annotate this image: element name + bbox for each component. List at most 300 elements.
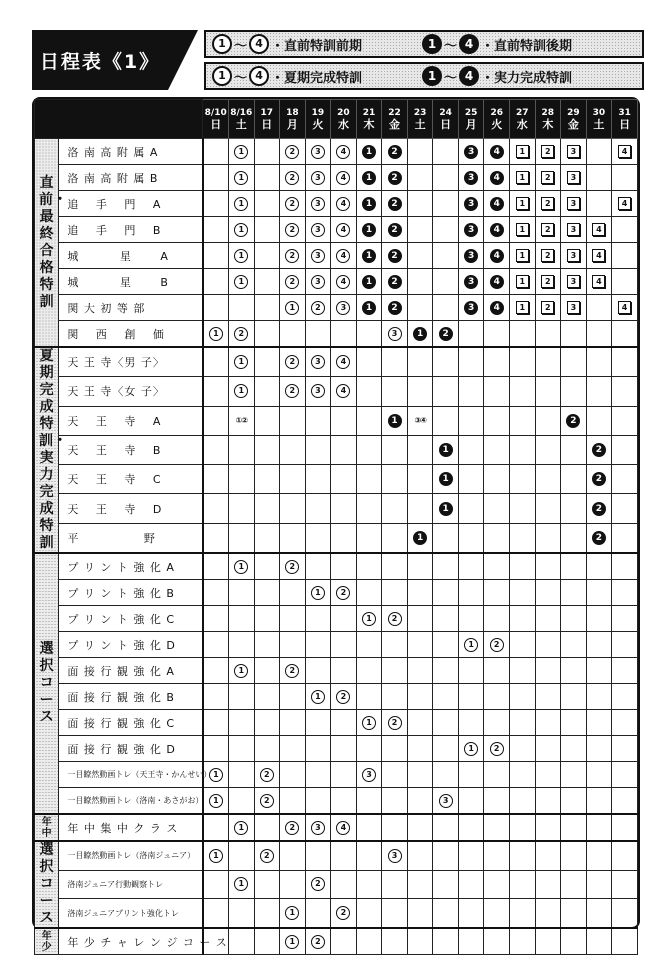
schedule-cell bbox=[433, 523, 459, 553]
schedule-cell bbox=[612, 435, 638, 464]
schedule-cell bbox=[561, 553, 587, 580]
schedule-cell bbox=[356, 762, 382, 788]
schedule-cell bbox=[561, 435, 587, 464]
schedule-cell bbox=[254, 658, 280, 684]
schedule-cell bbox=[331, 710, 357, 736]
session-mark: 1 bbox=[362, 301, 376, 315]
schedule-cell bbox=[433, 870, 459, 899]
section-label-text: 選択コース bbox=[39, 641, 54, 725]
schedule-cell bbox=[484, 841, 510, 870]
session-mark: 4 bbox=[336, 249, 350, 263]
schedule-cell bbox=[612, 295, 638, 321]
schedule-cell bbox=[484, 736, 510, 762]
session-mark: 4 bbox=[592, 275, 605, 288]
schedule-cell bbox=[203, 269, 229, 295]
schedule-cell bbox=[535, 295, 561, 321]
schedule-cell bbox=[561, 406, 587, 435]
schedule-cell bbox=[535, 899, 561, 928]
schedule-cell bbox=[433, 788, 459, 815]
schedule-cell bbox=[586, 217, 612, 243]
schedule-cell bbox=[356, 841, 382, 870]
schedule-cell bbox=[458, 295, 484, 321]
schedule-cell bbox=[433, 841, 459, 870]
schedule-cell bbox=[382, 347, 408, 377]
date-weekday: 水 bbox=[516, 118, 528, 131]
schedule-cell bbox=[433, 553, 459, 580]
section-label-text: 年少 bbox=[41, 930, 52, 953]
course-name: 追 手 門 B bbox=[59, 217, 203, 243]
schedule-cell bbox=[254, 435, 280, 464]
schedule-cell bbox=[458, 553, 484, 580]
date-header bbox=[612, 100, 638, 139]
schedule-cell bbox=[535, 465, 561, 494]
schedule-cell bbox=[228, 899, 254, 928]
date-weekday: 金 bbox=[389, 118, 401, 131]
schedule-cell bbox=[331, 580, 357, 606]
schedule-cell bbox=[458, 928, 484, 955]
schedule-cell bbox=[305, 580, 331, 606]
session-mark: 4 bbox=[336, 275, 350, 289]
session-mark: 3 bbox=[311, 275, 325, 289]
schedule-cell bbox=[458, 269, 484, 295]
schedule-cell bbox=[561, 788, 587, 815]
schedule-cell bbox=[433, 377, 459, 406]
schedule-cell bbox=[356, 580, 382, 606]
schedule-table bbox=[32, 97, 640, 953]
schedule-cell bbox=[407, 377, 433, 406]
date-day: 30 bbox=[592, 108, 606, 118]
schedule-cell bbox=[280, 762, 306, 788]
date-day: 21 bbox=[362, 108, 376, 118]
session-mark: 3 bbox=[567, 197, 580, 210]
session-mark: 3 bbox=[311, 197, 325, 211]
schedule-cell bbox=[331, 788, 357, 815]
schedule-cell bbox=[305, 632, 331, 658]
schedule-cell bbox=[458, 632, 484, 658]
schedule-cell bbox=[458, 377, 484, 406]
schedule-cell bbox=[458, 494, 484, 523]
schedule-cell bbox=[407, 553, 433, 580]
schedule-cell bbox=[561, 658, 587, 684]
schedule-cell bbox=[280, 406, 306, 435]
schedule-cell bbox=[612, 494, 638, 523]
section-label-text: 選択コース bbox=[39, 842, 54, 926]
date-header bbox=[510, 100, 536, 139]
schedule-cell bbox=[586, 814, 612, 841]
section-label bbox=[35, 814, 59, 841]
schedule-row bbox=[35, 684, 638, 710]
schedule-cell bbox=[433, 406, 459, 435]
schedule-cell bbox=[433, 710, 459, 736]
schedule-cell bbox=[561, 841, 587, 870]
schedule-cell bbox=[458, 580, 484, 606]
session-mark: 4 bbox=[336, 145, 350, 159]
schedule-cell bbox=[280, 899, 306, 928]
session-mark: 1 bbox=[439, 472, 453, 486]
schedule-cell bbox=[458, 165, 484, 191]
section-label-text: 年中 bbox=[41, 816, 52, 839]
schedule-cell bbox=[228, 377, 254, 406]
schedule-cell bbox=[254, 899, 280, 928]
schedule-cell bbox=[228, 523, 254, 553]
schedule-cell bbox=[305, 191, 331, 217]
schedule-cell bbox=[280, 295, 306, 321]
schedule-cell bbox=[510, 928, 536, 955]
title-notch bbox=[168, 30, 198, 90]
schedule-cell bbox=[228, 710, 254, 736]
schedule-cell bbox=[331, 347, 357, 377]
course-name: 年 少 チ ャ レ ン ジ コ ー ス bbox=[59, 928, 203, 955]
schedule-cell bbox=[331, 523, 357, 553]
schedule-cell bbox=[280, 928, 306, 955]
course-name: 天 王 寺 B bbox=[59, 435, 203, 464]
schedule-cell bbox=[407, 465, 433, 494]
schedule-cell bbox=[356, 814, 382, 841]
schedule-cell bbox=[510, 710, 536, 736]
schedule-cell bbox=[586, 523, 612, 553]
schedule-cell bbox=[612, 870, 638, 899]
schedule-cell bbox=[228, 606, 254, 632]
date-header bbox=[586, 100, 612, 139]
schedule-cell bbox=[458, 347, 484, 377]
date-weekday: 木 bbox=[363, 118, 375, 131]
schedule-cell bbox=[561, 494, 587, 523]
schedule-cell bbox=[280, 684, 306, 710]
session-mark: 1 bbox=[234, 384, 248, 398]
schedule-cell bbox=[510, 465, 536, 494]
session-mark: 4 bbox=[490, 197, 504, 211]
schedule-cell bbox=[612, 580, 638, 606]
schedule-cell bbox=[433, 347, 459, 377]
schedule-cell bbox=[331, 465, 357, 494]
schedule-cell bbox=[228, 435, 254, 464]
schedule-cell bbox=[484, 762, 510, 788]
date-weekday: 火 bbox=[491, 118, 503, 131]
schedule-cell bbox=[561, 736, 587, 762]
schedule-cell bbox=[305, 269, 331, 295]
date-day: 17 bbox=[260, 108, 274, 118]
schedule-cell bbox=[407, 841, 433, 870]
course-name: 天 王 寺 D bbox=[59, 494, 203, 523]
session-mark: 1 bbox=[516, 275, 529, 288]
schedule-cell bbox=[280, 139, 306, 165]
course-name: 洛 南 高 附 属 A bbox=[59, 139, 203, 165]
schedule-cell bbox=[484, 406, 510, 435]
date-header bbox=[305, 100, 331, 139]
session-mark: 3 bbox=[439, 794, 453, 808]
schedule-cell bbox=[510, 899, 536, 928]
schedule-cell bbox=[458, 762, 484, 788]
session-mark: 2 bbox=[285, 223, 299, 237]
schedule-cell bbox=[484, 377, 510, 406]
schedule-row bbox=[35, 165, 638, 191]
session-mark: 3 bbox=[567, 171, 580, 184]
schedule-cell bbox=[382, 899, 408, 928]
schedule-cell bbox=[586, 606, 612, 632]
schedule-cell bbox=[203, 191, 229, 217]
schedule-cell bbox=[382, 788, 408, 815]
session-mark: 2 bbox=[285, 145, 299, 159]
schedule-cell bbox=[280, 165, 306, 191]
schedule-cell bbox=[458, 870, 484, 899]
schedule-cell bbox=[433, 494, 459, 523]
schedule-cell bbox=[356, 494, 382, 523]
schedule-cell bbox=[356, 139, 382, 165]
schedule-cell bbox=[561, 580, 587, 606]
schedule-cell bbox=[586, 899, 612, 928]
schedule-cell bbox=[561, 347, 587, 377]
schedule-cell bbox=[535, 347, 561, 377]
schedule-cell bbox=[228, 321, 254, 348]
schedule-cell bbox=[484, 788, 510, 815]
session-mark: 3 bbox=[311, 384, 325, 398]
session-mark: 2 bbox=[285, 171, 299, 185]
schedule-cell bbox=[484, 870, 510, 899]
section-label bbox=[35, 841, 59, 928]
course-name: 平 野 bbox=[59, 523, 203, 553]
schedule-cell bbox=[280, 870, 306, 899]
schedule-cell bbox=[331, 165, 357, 191]
session-mark: 2 bbox=[541, 301, 554, 314]
course-name: 面 接 行 観 強 化 D bbox=[59, 736, 203, 762]
session-mark: 2 bbox=[336, 690, 350, 704]
schedule-row bbox=[35, 870, 638, 899]
schedule-cell bbox=[305, 347, 331, 377]
schedule-cell bbox=[331, 658, 357, 684]
date-weekday: 火 bbox=[312, 118, 324, 131]
schedule-cell bbox=[535, 928, 561, 955]
schedule-cell bbox=[407, 191, 433, 217]
session-mark: 2 bbox=[592, 531, 606, 545]
course-name: 天 王 寺 A bbox=[59, 406, 203, 435]
schedule-cell bbox=[382, 465, 408, 494]
schedule-cell bbox=[254, 494, 280, 523]
session-mark: 2 bbox=[336, 906, 350, 920]
schedule-cell bbox=[612, 139, 638, 165]
schedule-cell bbox=[254, 217, 280, 243]
schedule-cell bbox=[305, 553, 331, 580]
legend-item-pre-early: 1 ～ 4 ・ 直前特訓前期 bbox=[206, 34, 420, 54]
session-mark: 4 bbox=[336, 384, 350, 398]
session-mark: 4 bbox=[618, 145, 631, 158]
schedule-cell bbox=[510, 191, 536, 217]
schedule-cell bbox=[356, 377, 382, 406]
session-mark: 4 bbox=[618, 301, 631, 314]
schedule-cell bbox=[305, 788, 331, 815]
date-weekday: 日 bbox=[440, 118, 452, 131]
session-mark: 4 bbox=[592, 223, 605, 236]
schedule-cell bbox=[280, 788, 306, 815]
session-mark: 2 bbox=[285, 249, 299, 263]
schedule-cell bbox=[382, 406, 408, 435]
schedule-cell bbox=[203, 347, 229, 377]
schedule-cell bbox=[586, 762, 612, 788]
schedule-cell bbox=[228, 736, 254, 762]
schedule-cell bbox=[203, 632, 229, 658]
session-mark: 4 bbox=[592, 249, 605, 262]
date-header bbox=[331, 100, 357, 139]
schedule-cell bbox=[586, 658, 612, 684]
schedule-cell bbox=[280, 321, 306, 348]
schedule-cell bbox=[535, 494, 561, 523]
schedule-cell bbox=[254, 321, 280, 348]
course-name: 一目瞭然動画トレ（天王寺・かんせい） bbox=[59, 762, 203, 788]
schedule-cell bbox=[280, 841, 306, 870]
schedule-cell bbox=[228, 553, 254, 580]
schedule-cell bbox=[484, 165, 510, 191]
schedule-cell bbox=[382, 165, 408, 191]
session-mark: 2 bbox=[566, 414, 580, 428]
schedule-cell bbox=[510, 243, 536, 269]
session-mark: 4 bbox=[490, 249, 504, 263]
schedule-cell bbox=[382, 606, 408, 632]
schedule-cell bbox=[382, 684, 408, 710]
schedule-cell bbox=[407, 347, 433, 377]
schedule-cell bbox=[510, 217, 536, 243]
schedule-cell bbox=[433, 814, 459, 841]
schedule-cell bbox=[612, 553, 638, 580]
schedule-cell bbox=[228, 217, 254, 243]
schedule-cell bbox=[561, 684, 587, 710]
schedule-cell bbox=[586, 165, 612, 191]
schedule-cell bbox=[510, 553, 536, 580]
schedule-cell bbox=[586, 841, 612, 870]
schedule-cell bbox=[228, 243, 254, 269]
schedule-cell bbox=[586, 736, 612, 762]
schedule-cell bbox=[484, 295, 510, 321]
schedule-cell bbox=[561, 377, 587, 406]
session-mark: 1 bbox=[234, 355, 248, 369]
schedule-cell bbox=[586, 191, 612, 217]
schedule-cell bbox=[612, 191, 638, 217]
schedule-row bbox=[35, 632, 638, 658]
section-label bbox=[35, 553, 59, 814]
schedule-cell bbox=[433, 295, 459, 321]
session-mark: 2 bbox=[234, 327, 248, 341]
schedule-cell bbox=[535, 217, 561, 243]
date-weekday: 水 bbox=[337, 118, 349, 131]
schedule-cell bbox=[561, 217, 587, 243]
date-day: 24 bbox=[439, 108, 452, 118]
schedule-cell bbox=[586, 632, 612, 658]
schedule-cell bbox=[305, 435, 331, 464]
schedule-cell bbox=[561, 523, 587, 553]
schedule-cell bbox=[382, 814, 408, 841]
schedule-cell bbox=[356, 243, 382, 269]
schedule-cell bbox=[203, 788, 229, 815]
session-mark: 2 bbox=[311, 935, 325, 949]
session-mark: 2 bbox=[388, 301, 402, 315]
schedule-cell bbox=[228, 269, 254, 295]
schedule-cell bbox=[382, 632, 408, 658]
schedule-cell bbox=[407, 269, 433, 295]
schedule-cell bbox=[280, 435, 306, 464]
course-name: プ リ ン ト 強 化 A bbox=[59, 553, 203, 580]
schedule-cell bbox=[382, 321, 408, 348]
session-mark: 1 bbox=[439, 443, 453, 457]
schedule-cell bbox=[586, 928, 612, 955]
schedule-cell bbox=[510, 494, 536, 523]
schedule-cell bbox=[612, 347, 638, 377]
session-mark: 1 bbox=[516, 171, 529, 184]
schedule-cell bbox=[382, 494, 408, 523]
schedule-cell bbox=[331, 217, 357, 243]
schedule-cell bbox=[433, 217, 459, 243]
session-mark: 2 bbox=[311, 301, 325, 315]
session-mark: 2 bbox=[490, 638, 504, 652]
date-day: 25 bbox=[464, 108, 478, 118]
schedule-cell bbox=[510, 269, 536, 295]
section-label bbox=[35, 139, 67, 348]
course-name: プ リ ン ト 強 化 C bbox=[59, 606, 203, 632]
schedule-cell bbox=[458, 684, 484, 710]
schedule-cell bbox=[535, 710, 561, 736]
schedule-cell bbox=[305, 928, 331, 955]
session-mark: 1 bbox=[311, 690, 325, 704]
schedule-cell bbox=[407, 814, 433, 841]
schedule-cell bbox=[561, 165, 587, 191]
schedule-grid bbox=[34, 99, 638, 955]
schedule-cell bbox=[458, 710, 484, 736]
schedule-cell bbox=[356, 899, 382, 928]
session-mark: 2 bbox=[388, 197, 402, 211]
schedule-cell bbox=[280, 632, 306, 658]
date-day: 18 bbox=[286, 108, 299, 118]
session-mark: 2 bbox=[439, 327, 453, 341]
schedule-row bbox=[35, 523, 638, 553]
schedule-row bbox=[35, 553, 638, 580]
course-name: 年 中 集 中 ク ラ ス bbox=[59, 814, 203, 841]
session-mark: 1 bbox=[362, 197, 376, 211]
schedule-cell bbox=[561, 814, 587, 841]
session-mark: 3 bbox=[336, 301, 350, 315]
schedule-cell bbox=[433, 243, 459, 269]
session-mark: 3 bbox=[464, 223, 478, 237]
schedule-cell bbox=[356, 632, 382, 658]
session-mark: 4 bbox=[336, 171, 350, 185]
schedule-cell bbox=[356, 658, 382, 684]
schedule-cell bbox=[612, 762, 638, 788]
schedule-cell bbox=[280, 494, 306, 523]
schedule-cell bbox=[228, 814, 254, 841]
schedule-row bbox=[35, 139, 638, 165]
schedule-cell bbox=[382, 269, 408, 295]
schedule-cell bbox=[254, 814, 280, 841]
schedule-cell bbox=[203, 553, 229, 580]
course-name: 面 接 行 観 強 化 A bbox=[59, 658, 203, 684]
schedule-cell bbox=[407, 788, 433, 815]
session-mark: 3 bbox=[362, 768, 376, 782]
section-label-text: 夏期完成特訓・実力完成特訓 bbox=[38, 348, 67, 551]
course-name: 天 王 寺〈男 子〉 bbox=[59, 347, 203, 377]
schedule-cell bbox=[305, 139, 331, 165]
schedule-cell bbox=[586, 788, 612, 815]
section-label bbox=[35, 928, 59, 955]
schedule-cell bbox=[407, 762, 433, 788]
schedule-cell bbox=[356, 165, 382, 191]
date-header bbox=[356, 100, 382, 139]
schedule-cell bbox=[305, 243, 331, 269]
schedule-cell bbox=[382, 295, 408, 321]
schedule-cell bbox=[535, 606, 561, 632]
schedule-cell bbox=[458, 321, 484, 348]
course-name: 洛南ジュニア行動観察トレ bbox=[59, 870, 203, 899]
session-mark: 3 bbox=[464, 275, 478, 289]
date-weekday: 土 bbox=[593, 118, 605, 131]
schedule-cell bbox=[228, 494, 254, 523]
schedule-cell bbox=[612, 736, 638, 762]
date-header bbox=[382, 100, 408, 139]
